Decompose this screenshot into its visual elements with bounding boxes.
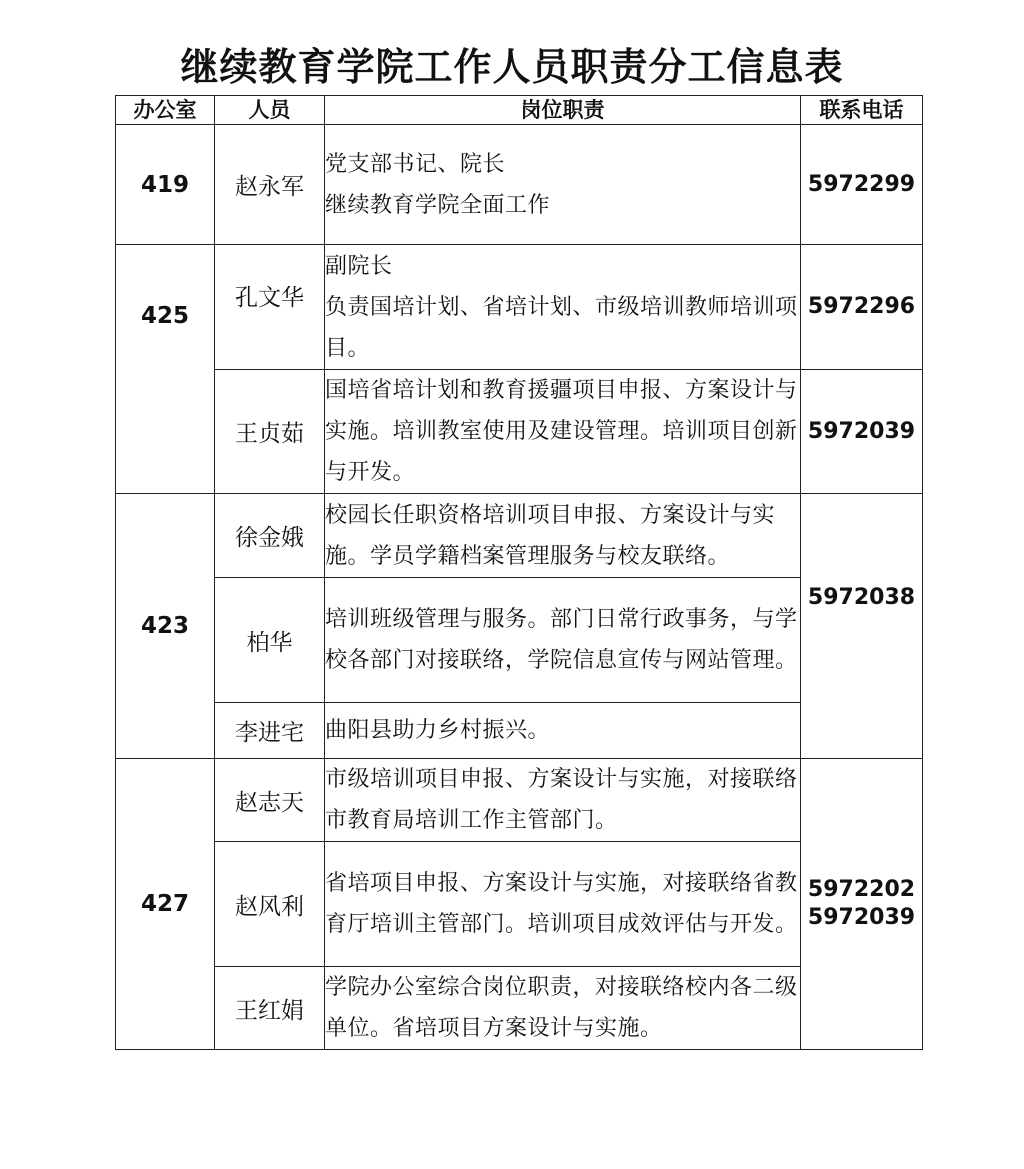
- header-duty: 岗位职责: [325, 96, 801, 125]
- duty-line: 继续教育学院全面工作: [325, 192, 551, 218]
- person-cell: 赵志天: [215, 759, 325, 842]
- office-cell: 419: [116, 125, 215, 245]
- duty-cell: [325, 245, 801, 370]
- person-cell: 王贞茹: [215, 370, 325, 494]
- phone-cell: 5972296: [801, 245, 923, 370]
- duty-cell: 学院办公室综合岗位职责，对接联络校内各二级单位。省培项目方案设计与实施。: [325, 967, 801, 1050]
- table-row: [116, 245, 923, 370]
- table-row: [116, 759, 923, 842]
- phone-number: 5972202: [807, 877, 916, 902]
- person-cell: 赵风利: [215, 842, 325, 967]
- phone-cell: 5972038: [801, 494, 923, 759]
- page-title: 继续教育学院工作人员职责分工信息表: [180, 45, 844, 89]
- table-row: [116, 370, 923, 494]
- duty-cell: 校园长任职资格培训项目申报、方案设计与实施。学员学籍档案管理服务与校友联络。: [325, 494, 801, 578]
- duty-table: [115, 95, 923, 1050]
- phone-number: 5972039: [807, 905, 916, 930]
- duty-cell: 培训班级管理与服务。部门日常行政事务，与学校各部门对接联络，学院信息宣传与网站管理。: [325, 578, 801, 703]
- duty-cell: 国培省培计划和教育援疆项目申报、方案设计与实施。培训教室使用及建设管理。培训项目创新与开发。: [325, 370, 801, 494]
- table-header-row: [116, 96, 923, 125]
- person-cell: 孔文华: [215, 245, 325, 370]
- table-row: [116, 125, 923, 245]
- header-phone: 联系电话: [801, 96, 923, 125]
- person-cell: 徐金娥: [215, 494, 325, 578]
- person-cell: 柏华: [215, 578, 325, 703]
- duty-line: 副院长: [325, 253, 393, 279]
- office-cell: 423: [116, 494, 215, 759]
- duty-cell: [325, 125, 801, 245]
- phone-cell: [801, 759, 923, 1050]
- header-office: 办公室: [116, 96, 215, 125]
- duty-line: 负责国培计划、省培计划、市级培训教师培训项目。: [325, 294, 798, 361]
- duty-cell: 省培项目申报、方案设计与实施，对接联络省教育厅培训主管部门。培训项目成效评估与开发。: [325, 842, 801, 967]
- office-cell: 427: [116, 759, 215, 1050]
- duty-cell: 曲阳县助力乡村振兴。: [325, 703, 801, 759]
- header-person: 人员: [215, 96, 325, 125]
- person-cell: 王红娟: [215, 967, 325, 1050]
- phone-cell: 5972039: [801, 370, 923, 494]
- phone-cell: 5972299: [801, 125, 923, 245]
- office-cell: 425: [116, 245, 215, 494]
- person-cell: 赵永军: [215, 125, 325, 245]
- person-cell: 李进宅: [215, 703, 325, 759]
- duty-line: 党支部书记、院长: [325, 151, 506, 177]
- table-row: [116, 494, 923, 578]
- duty-cell: 市级培训项目申报、方案设计与实施，对接联络市教育局培训工作主管部门。: [325, 759, 801, 842]
